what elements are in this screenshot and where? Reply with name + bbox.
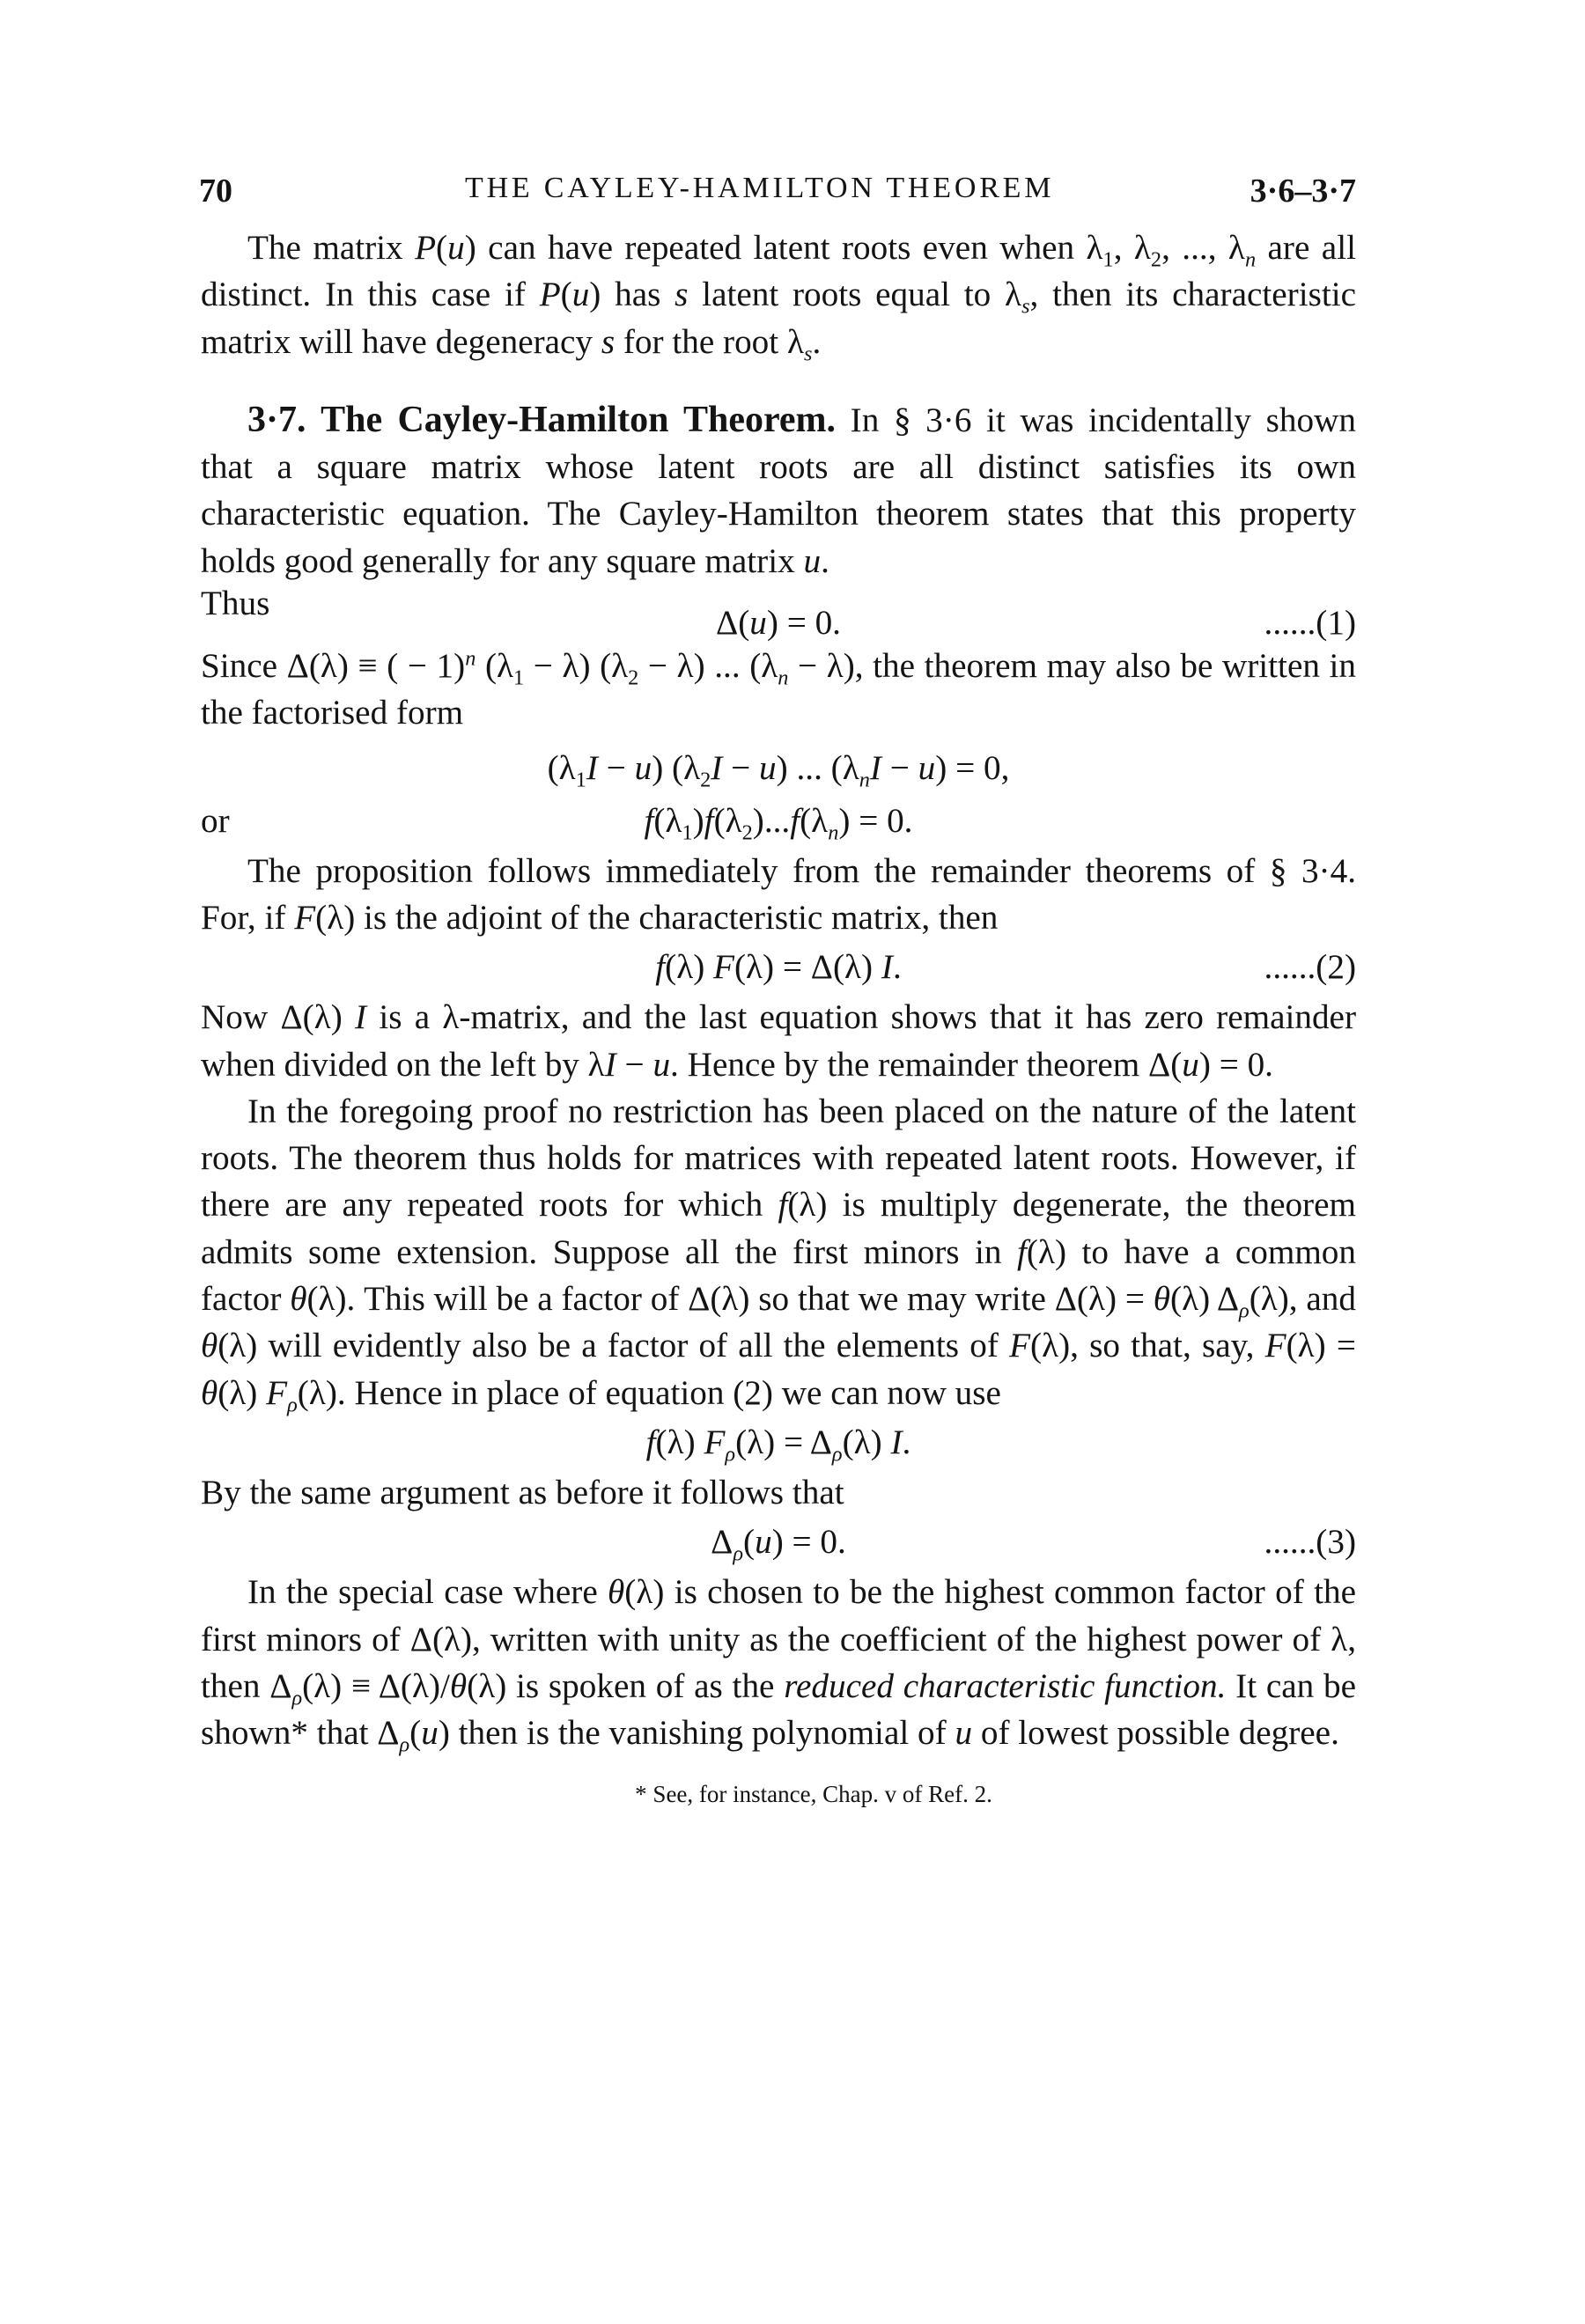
equation-factorised: $(\lambda_1I - u) (\lambda_2I - u)$ ... $(\lambda_nI - u) = 0$, [547,748,1010,792]
equation-2: f(λ) F(λ) = Δ(λ) I. [655,948,902,987]
equation-1-row [201,585,1356,643]
paragraph-opening: The matrix P(u) can have repeated latent roots even when $\lambda_1$, $\lambda_2$, ..., $\lambda_n$ are all distinct. In this case if P(u) has s latent roots equal to $\lambda_s$, then its characteristic matrix will have degeneracy s for the root $\lambda_s$. [201,229,1357,366]
equation-3-number: ......(3) [1264,1523,1356,1562]
equation-f-product: $f(\lambda_1)f(\lambda_2)...f(\lambda_n) = 0$. [644,801,913,845]
equation-3-row [201,1516,1356,1569]
section-spacer [201,365,1356,397]
section-number: 3·7. [247,399,306,440]
section-title: The Cayley-Hamilton Theorem. [321,399,837,440]
paragraph-special-case: In the special case where θ(λ) is chosen to be the highest common factor of the first minors of Δ(λ), written with unity as the coefficient of the highest power of λ, then $\Delta_\rho(\lambda) \equiv \Delta(\lambda)/\theta(\lambda)$ is spoken of as the reduced characteristic function. It can be shown* that $\Delta_\rho(u)$ then is the vanishing polynomial of u of lowest possible degree. [201,1573,1357,1757]
equation-2-number: ......(2) [1264,948,1356,987]
section-heading [247,400,836,440]
equation-reduced: f(λ) $F_\rho(\lambda) = \Delta_\rho(\lambda)$ I. [645,1423,911,1467]
equation-factorised-row [201,742,1356,795]
paragraph-same-argument: By the same argument as before it follows that [201,1473,844,1511]
italic-term: reduced characteristic function. [784,1666,1227,1705]
footnote: * See, for instance, Chap. v of Ref. 2. [635,1781,992,1808]
page-content [201,172,1356,1809]
running-head [201,172,1356,224]
equation-1-number: ......(1) [1264,604,1356,643]
equation-reduced-row [201,1416,1356,1469]
paragraph-proposition: The proposition follows immediately from the remainder theorems of § 3·4. For, if F(λ) is the adjoint of the characteristic matrix, then [201,851,1356,937]
paragraph-lambda-matrix: Now Δ(λ) I is a λ-matrix, and the last equation shows that it has zero remainder when divided on the left by λI − u. Hence by the remainder theorem Δ(u) = 0. [201,998,1357,1084]
paragraph-factorised: Since Δ(λ) ≡ ( − 1)$^n$ $(\lambda_1 - \lambda) (\lambda_2 - \lambda)$ ... $(\lambda_n - \lambda)$, the theorem may also be written in the factorised form [201,646,1357,732]
equation-or-lead: or [201,801,230,840]
running-head-title: THE CAYLEY-HAMILTON THEOREM [465,172,1055,204]
running-head-section-range: 3·6–3·7 [1250,173,1356,210]
equation-2-row [201,941,1356,994]
equation-f-product-row [201,795,1356,848]
equation-1: Δ(u) = 0. [716,604,841,643]
paragraph-section-intro: 3·7. The Cayley-Hamilton Theorem. In § 3·6 it was incidentally shown that a square matrix whose latent roots are all distinct satisfies its own characteristic equation. The Cayley-Hamilton theorem states that this property holds good generally for any square matrix u. [201,399,1356,580]
equation-1-lead: Thus [201,585,270,623]
equation-3: $\Delta_\rho(u) = 0$. [711,1523,846,1566]
paragraph-foregoing-proof: In the foregoing proof no restriction has been placed on the nature of the latent roots. The theorem thus holds for matrices with repeated latent roots. However, if there are any repeated roots for which f(λ) is multiply degenerate, the theorem admits some extension. Suppose all the first minors in f(λ) to have a common factor θ(λ). This will be a factor of Δ(λ) so that we may write Δ(λ) = θ(λ) $\Delta_\rho(\lambda)$, and θ(λ) will evidently also be a factor of all the elements of F(λ), so that, say, F(λ) = θ(λ) $F_\rho(\lambda)$. Hence in place of equation (2) we can now use [201,1092,1357,1417]
page-number: 70 [199,173,232,210]
